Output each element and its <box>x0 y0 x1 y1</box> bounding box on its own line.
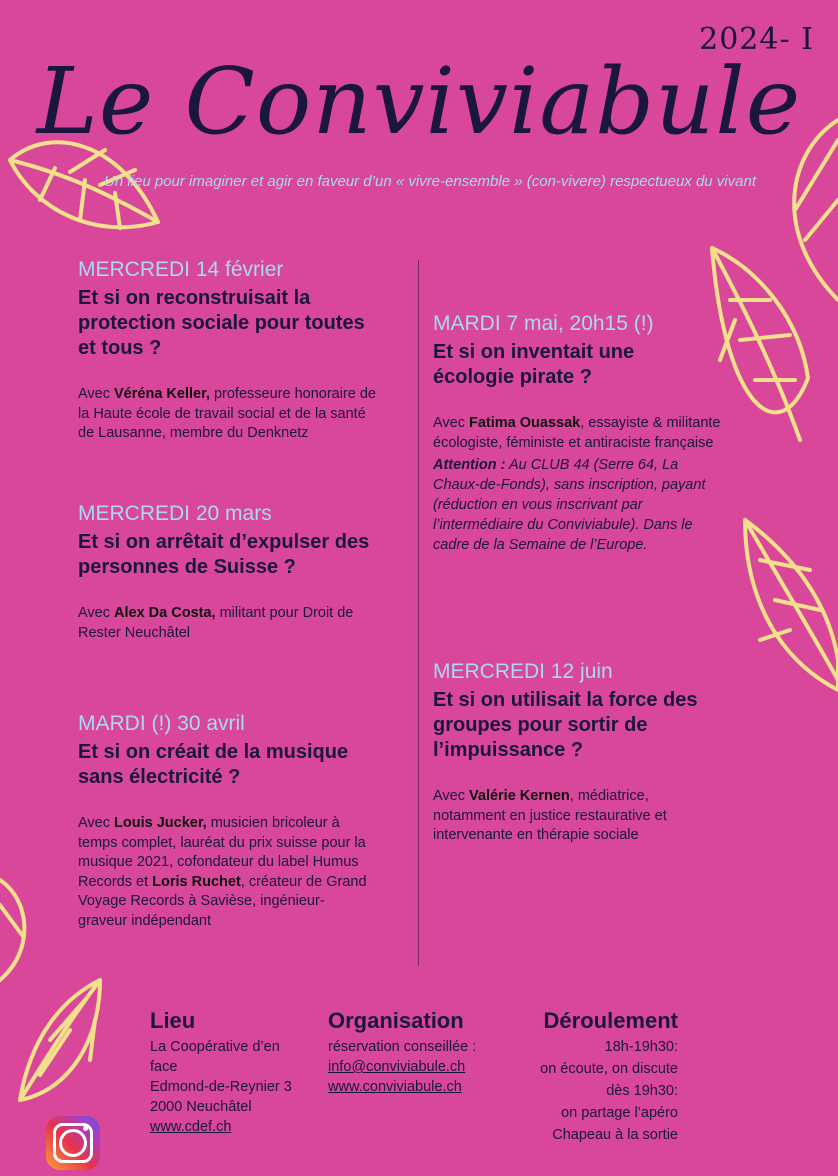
organisation-line: réservation conseillée : <box>328 1039 477 1055</box>
event-date: MERCREDI 12 juin <box>433 660 613 683</box>
speaker-name-2: Loris Ruchet <box>152 873 241 890</box>
event-date: MARDI 7 mai, 20h15 (!) <box>433 312 654 335</box>
lieu-line: La Coopérative d’en face <box>150 1039 280 1075</box>
event-question: Et si on utilisait la force des groupes pour sortir de l’impuissance ? <box>433 689 698 761</box>
speaker-name: Valérie Kernen <box>469 788 570 804</box>
speaker-name: Louis Jucker, <box>114 815 207 831</box>
page-title: Le Conviviabule <box>36 48 802 155</box>
column-divider <box>418 260 419 966</box>
speaker-name: Fatima Ouassak <box>469 415 581 431</box>
deroulement-line: dès 19h30: <box>606 1083 678 1099</box>
event-3 <box>78 712 378 931</box>
footer-lieu <box>150 1008 320 1137</box>
lieu-link[interactable]: www.cdef.ch <box>150 1119 232 1135</box>
event-question: Et si on reconstruisait la protection sociale pour toutes et tous ? <box>78 287 365 359</box>
event-question: Et si on créait de la musique sans électricité ? <box>78 741 349 788</box>
event-question: Et si on inventait une écologie pirate ? <box>433 341 635 388</box>
deroulement-line: on écoute, on discute <box>540 1061 678 1077</box>
email-link[interactable]: info@conviviabule.ch <box>328 1059 466 1075</box>
lieu-heading: Lieu <box>150 1008 196 1033</box>
event-2 <box>78 502 378 643</box>
lieu-line: 2000 Neuchâtel <box>150 1099 252 1115</box>
notice-label: Attention : <box>433 457 506 473</box>
footer-deroulement <box>518 1008 678 1145</box>
event-date: MARDI (!) 30 avril <box>78 712 245 735</box>
event-notice: Attention : Au CLUB 44 (Serre 64, La Chaux-de-Fonds), sans inscription, payant (réduction en vous inscrivant par l’intermédiaire du Conviviabule). Dans le cadre de la Semaine de l’Europe. <box>433 457 706 553</box>
event-description: Avec Véréna Keller, professeure honoraire de la Haute école de travail social et de la santé de Lausanne, membre du Denknetz <box>78 386 376 441</box>
deroulement-line: on partage l’apéro <box>561 1105 678 1121</box>
event-description: Avec Fatima Ouassak, essayiste & militante écologiste, féministe et antiraciste française <box>433 415 721 451</box>
leaf-icon <box>20 980 100 1100</box>
event-date: MERCREDI 14 février <box>78 258 284 281</box>
page-subtitle: Un lieu pour imaginer et agir en faveur d’un « vivre-ensemble » (con-vivere) respectueux du vivant <box>104 173 756 190</box>
event-description: Avec Valérie Kernen, médiatrice, notamment en justice restaurative et intervenante en thérapie sociale <box>433 788 667 843</box>
speaker-name: Véréna Keller, <box>114 386 210 402</box>
organisation-heading: Organisation <box>328 1008 464 1033</box>
event-description: Avec Alex Da Costa, militant pour Droit de Rester Neuchâtel <box>78 605 354 641</box>
footer-organisation <box>328 1008 518 1097</box>
event-date: MERCREDI 20 mars <box>78 502 272 525</box>
deroulement-line: Chapeau à la sortie <box>552 1127 678 1143</box>
event-description: Avec Louis Jucker, musicien bricoleur à temps complet, lauréat du prix suisse pour la musique 2021, cofondateur du label Humus Records et Loris Ruchet, créateur de Grand Voyage Records à Savièse, ingénieur-graveur indépendant <box>78 815 367 929</box>
instagram-icon[interactable] <box>46 1116 100 1170</box>
event-4 <box>433 312 733 555</box>
deroulement-heading: Déroulement <box>543 1008 678 1033</box>
event-question: Et si on arrêtait d’expulser des personnes de Suisse ? <box>78 531 370 578</box>
event-5 <box>433 660 733 846</box>
deroulement-line: 18h-19h30: <box>604 1039 678 1055</box>
website-link[interactable]: www.conviviabule.ch <box>328 1079 462 1095</box>
leaf-icon <box>745 520 838 690</box>
event-1 <box>78 258 378 444</box>
speaker-name: Alex Da Costa, <box>114 605 216 621</box>
lieu-line: Edmond-de-Reynier 3 <box>150 1079 292 1095</box>
edition-label: 2024- I <box>699 22 814 57</box>
leaf-icon <box>0 880 24 980</box>
